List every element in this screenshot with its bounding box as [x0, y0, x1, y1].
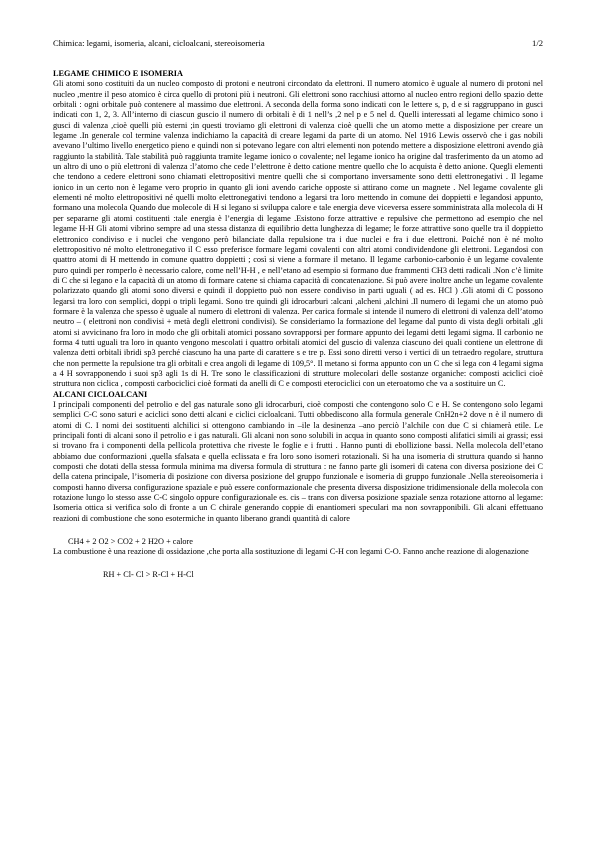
paragraph-after-formula: La combustione è una reazione di ossidazione ,che porta alla sostituzione di legami C-H con legami C-O. Fanno anche reazione di alogenazione	[53, 547, 529, 557]
section-text-legame: Gli atomi sono costituiti da un nucleo composto di protoni e neutroni circondato da elettroni. Il numero atomico è uguale al numero di protoni nel nucleo ,mentre il peso atomico è circa quello di protoni più i neutroni. Gli elettroni sono racchiusi attorno al nucleo entro regioni dello spazio dette orbitali : ogni orbitale può contenere al massimo due elettroni. A seconda della forma sono indicati con le lettere s, p, d e si raggruppano in gusci indicati con 1, 2, 3. All’interno di ciascun guscio il numero di orbitali è di 1 nell’s ,2 nel p e 5 nel d. Quelli interessati al legame chimico sono i gusci di valenza ,cioè quelli più esterni ;in questi troviamo gli elettroni di valenza cioè quelli che un atomo mette a disposizione per creare un legame .In generale col termine valenza indichiamo la capacità di creare legami da parte di un atomo. Nel 1916 Lewis osservò che i gas nobili avevano l’ultimo livello energetico pieno e quindi non si potevano legare con altri elementi non potendo mettere a disposizione elettroni avendo già raggiunto la stabilità. Tale stabilità può raggiunta tramite legame ionico o covalente; nel legame ionico ha origine dal trasferimento da un atomo ad un altro di uno o più elettroni di valenza :l’atomo che cede l’elettrone è detto catione mentre quello che lo acquista è detto anione. Quegli elementi che tendono a cedere elettroni sono chiamati elettropositivi mentre quelli che si comportano inversamente sono detti elettronegativi . Il legame ionico in un certo non è legame vero proprio in quanto gli ioni avendo cariche opposte si attirano come un magnete . Nel legame covalente gli elementi né molto elettropositivi né quelli molto elettronegativi tendono a legarsi tra loro mettendo in comune dei doppietti e legandosi appunto, formano una molecola Quando due molecole di H si legano si sviluppa calore e tale energia deve viceversa essere somministrata alla molecola di H per separarne gli atomi costituenti :tale energia è l’energia di legame .Esistono forze attrattive e repulsive che permettono ad esempio che nel legame H-H Gli atomi vibrino sempre ad una stessa distanza di equilibrio detta lunghezza di legame; le forze attrattive sono quelle tra il doppietto elettronico condiviso e i nuclei che vengono però bilanciate dalla repulsione tra i due nuclei e fra i due elettroni. Poiché non è né molto elettropositivo né molto elettronegativo il C esso preferisce formare legami covalenti con altri atomi condividendone gli elettroni. Legandosi con quattro atomi di H mettendo in comune quattro doppietti ; così si viene a formare il metano. Il legame carbonio-carbonio è un legame covalente puro quindi per romperlo è necessario calore, come nell’H-H , e nell’etano ad esempio si formano due frammenti CH3 detti radicali .Non c’è limite di C che si legano e la capacità di un atomo di formare catene si chiama capacità di concatenazione. Si può avere inoltre anche un legame covalente polarizzato quando gli atomi sono diversi e quindi il doppietto può non essere condiviso in parti uguali ( ad es. HCl ) .Gli atomi di C possono legarsi tra loro con semplici, doppi o tripli legami. Sono tre quindi gli idrocarburi :alcani ,alcheni ,alchini .Il numero di legami che un atomo può formare è la valenza che spesso è uguale al numero di elettroni di valenza. Per carica formale si intende il numero di elettroni di valenza dell’atomo neutro – ( elettroni non condivisi + metà degli elettroni condivisi). Se consideriamo la formazione del legame dal punto di vista degli orbitali ,gli atomi si avvicinano fra loro in modo che gli orbitali atomici possano sovrapporsi per formare appunto dei legami detti legami sigma. Il carbonio ne forma 4 tutti uguali tra loro in quanto vengono mescolati i quattro orbitali atomici del guscio di valenza ciascuno dei quali contiene un elettrone di valenza detti orbitali ibridi sp3 perché ciascuno ha una parte di carattere s e tre p. Essi sono diretti verso i vertici di un tetraedro regolare, struttura che non permette la repulsione tra gli orbitali e crea angoli di legame di 109,5°. Il metano si forma appunto con un C che si lega con 4 legami sigma a 4 H sovrapponendo i suoi sp3 agli 1s di H. Tre sono le classificazioni di strutture molecolari delle sostanze organiche: composti aciclici cioè struttura non ciclica , composti carbociclici cioè formati da anelli di C e composti eterociclici con un eteroatomo che va a sostituire un C.	[53, 79, 543, 389]
halogenation-equation: RH + Cl- Cl > R-Cl + H-Cl	[103, 569, 194, 579]
page-header	[53, 38, 543, 48]
document-body	[53, 69, 543, 580]
section-text-alcani: I principali componenti del petrolio e del gas naturale sono gli idrocarburi, cioè composti che contengono solo C e H. Se contengono solo legami semplici C-C sono saturi e aciclici sono detti alcani e ciclici cicloalcani. Tutti obbediscono alla formula generale CnH2n+2 dove n è il numero di atomi di C. I nomi dei sostituenti alchilici si ottengono cambiando in –ile la desinenza –ano perciò l’alchile con due C si chiamerà etile. Le principali fonti di alcani sono il petrolio e i gas naturali. Gli alcani non sono solubili in acqua in quanto sono composti alifatici simili ai grassi; essi si trovano fra i componenti della pellicola protettiva che riveste le foglie e i frutti . Hanno punti di ebollizione bassi. Nella molecola dell’etano abbiamo due conformazioni ,quella sfalsata e quella eclissata e fra loro sono isomeri rotazionali. Si ha una isomeria di struttura quando si hanno composti che dotati della stessa formula minima ma diversa formula di struttura : ne fanno parte gli isomeri di catena con diversa posizione dei C della catena principale, l’isomeria di posizione con diversa posizione del gruppo funzionale e isomeria di gruppo funzionale .Nella stereoisomeria i composti hanno diversa configurazione spaziale e può essere conformazionale che presenta diversa disposizione tridimensionale della molecola con rotazione lungo lo stesso asse C-C singolo oppure configurazionale es. cis – trans con diversa posizione spaziale senza rotazione attorno al legame: Isomeria ottica si verifica solo di fronte a un C chirale generando coppie di enantiomeri speculari ma non sovrapponibili. Gli alcani effettuano reazioni di combustione che sono esotermiche in quanto liberano grandi quantità di calore	[53, 400, 543, 523]
section-heading-alcani: ALCANI CICLOALCANI	[53, 389, 148, 399]
section-heading-legame: LEGAME CHIMICO E ISOMERIA	[53, 69, 183, 78]
header-title: Chimica: legami, isomeria, alcani, cicloalcani, stereoisomeria	[53, 38, 265, 48]
combustion-equation: CH4 + 2 O2 > CO2 + 2 H2O + calore	[68, 537, 193, 547]
document-page	[53, 38, 543, 580]
page-number: 1/2	[532, 38, 543, 48]
